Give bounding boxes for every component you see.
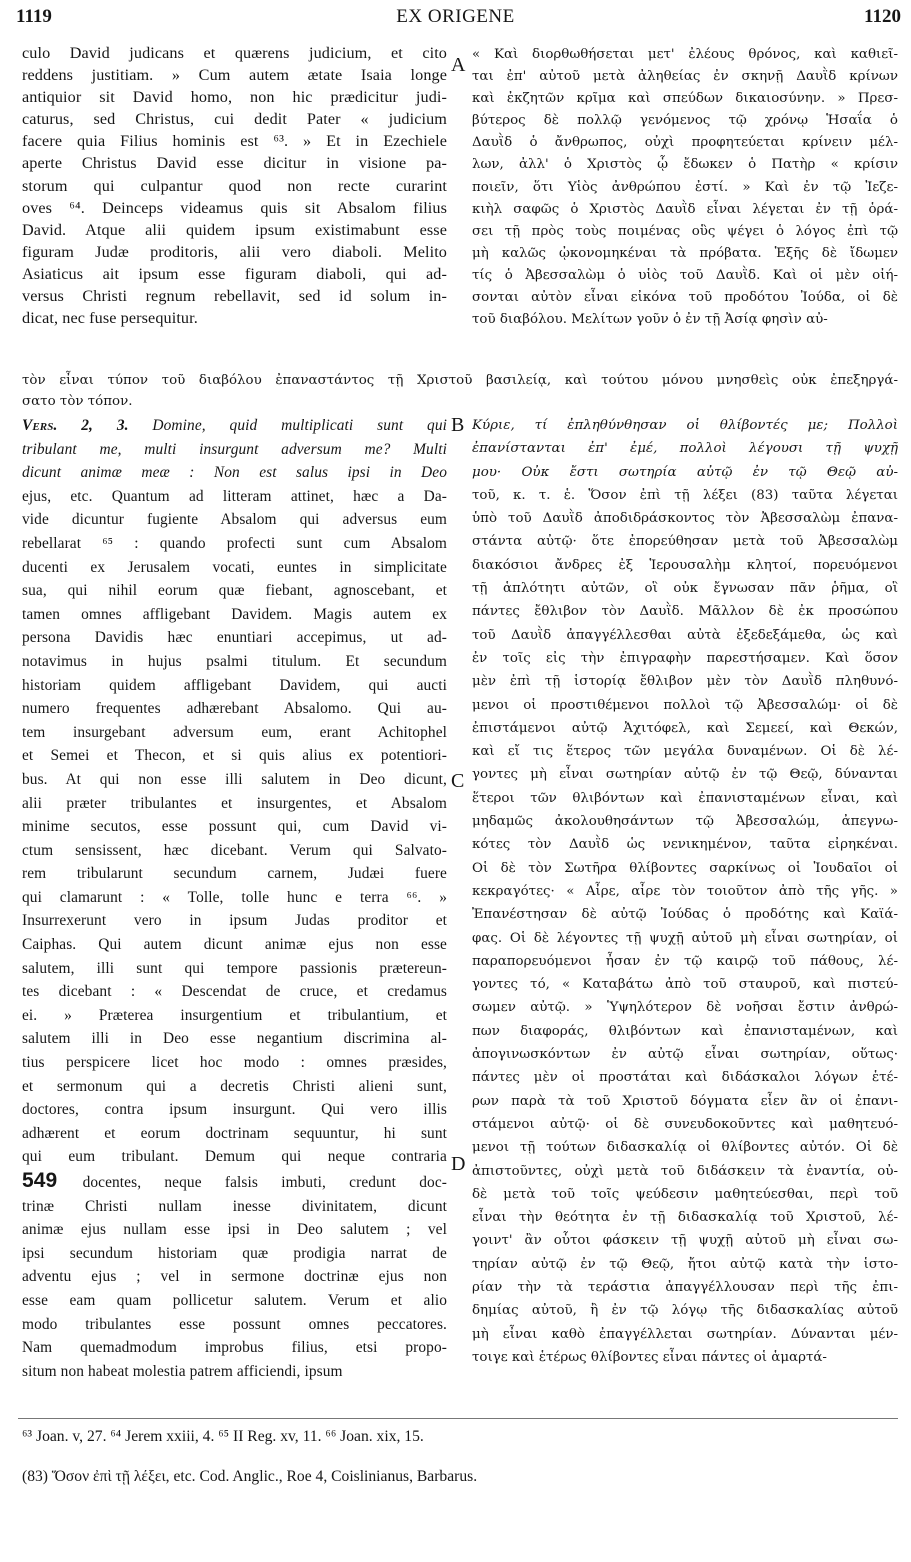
greek-span-line: σατο τὸν τόπον.	[22, 394, 133, 409]
latin-line: Nam quemadmodum improbus filius, etsi propo-	[22, 1339, 447, 1357]
greek-line: σωμεν αὐτῷ. » Ὑψηλότερον δὲ νοῆσαι ἔστιν ἀνθρώ-	[472, 1000, 898, 1016]
greek-line: μὴ εἶναι καθὸ ἐπαγγέλλεται σωτηρίαν. Δύνανται μέν-	[472, 1326, 898, 1342]
latin-line: situm non habeat molestia patrem afficiendi, ipsum	[22, 1362, 343, 1380]
greek-line: μὴ καλῶς ᾠκονομηκέναι τὰ πρόβατα. Ἑξῆς δὲ ἴδωμεν	[472, 245, 898, 261]
latin-line: bus. At qui non esse illi salutem in Deo dicunt,	[22, 770, 447, 788]
greek-line: στάντα αὐτῷ· ὅτε ἐπορεύθησαν μετὰ τοῦ Ἀβεσσαλὼμ	[472, 534, 898, 550]
greek-line: κιὴλ σαφῶς ὁ Χριστὸς Δαυῒδ εἶναι λέγεται ἐν τῇ ὁρά-	[472, 201, 898, 217]
latin-line: Caiphas. Qui autem dicunt animæ ejus non esse	[22, 936, 447, 954]
greek-spanning-text	[22, 370, 898, 412]
greek-line: γοντες τό, « Καταβάτω ἀπὸ τοῦ σταυροῦ, καὶ πιστεύ-	[472, 977, 898, 993]
greek-line: σονται αὐτὸν εἶναι εἰκόνα τοῦ προδότου Ἰούδα, οἱ δὲ	[472, 290, 898, 306]
greek-column-block1	[472, 44, 898, 364]
greek-column-block2	[472, 414, 898, 1414]
latin-column-block2	[22, 414, 447, 1414]
footnote-rule	[18, 1418, 898, 1419]
latin-line: ducenti ex Jerusalem vocati, euntes in simplicitate	[22, 558, 447, 576]
latin-line	[22, 1169, 447, 1195]
latin-line: adventu ejus ; vel in sermone doctrinæ ejus non	[22, 1268, 447, 1286]
latin-line: caturus, sed Christus, cui dedit Pater « judicium	[22, 110, 447, 129]
latin-line: modo tribulantes esse possunt omnes peccatores.	[22, 1315, 447, 1333]
latin-line: vide dicuntur fugiente Absalom qui adversus eum	[22, 511, 447, 529]
greek-line: μηδαμῶς ἀκολουθησάντων τῷ Ἀβεσσαλώμ, ἀπεγνω-	[472, 814, 898, 830]
greek-line: ἀπογινωσκόντων ἐν αὐτῷ εἶναι σωτηρίαν, οὕτως·	[472, 1047, 898, 1063]
greek-line: ἐπιστάμενοι αὐτῷ Ἀχιτόφελ, καὶ Σεμεεί, καὶ Θεκών,	[472, 720, 898, 736]
section-marker-c: C	[451, 770, 465, 792]
latin-line: historiam quidem affligebant Davidem, qui aucti	[22, 676, 447, 694]
latin-line: numero frequentes adhærebant Absalomo. Qui au-	[22, 700, 447, 718]
latin-line: tius perspicere licet hoc modo : omnes præsides,	[22, 1054, 447, 1072]
greek-line: βύτερος δὲ πολλῷ γενόμενος τῷ χρόνῳ Ἡσαΐα ὁ	[472, 113, 898, 129]
greek-line: τηρίαν αὐτῷ ἐν τῷ Θεῷ, ἤτοι αὐτῷ κατὰ τὴν ἱστο-	[472, 1256, 898, 1272]
greek-line: ἀπιστοῦντες, οὐχὶ μετὰ τοῦ διδάσκειν τὰ ἐναντία, οὐ-	[472, 1163, 898, 1179]
latin-line: oves ⁶⁴. Deinceps videamus quis sit Absalom filius	[22, 198, 447, 217]
latin-line: notavimus in hujus psalmi titulum. Et secundum	[22, 652, 447, 670]
section-marker-a: A	[451, 54, 466, 76]
greek-line: μενοι τῇ τούτων διδασκαλίᾳ οἱ θλίβοντες αὐτόν. Οἱ δὲ	[472, 1140, 898, 1156]
greek-line: τῇ ἁπλότητι αὐτῶν, οἳ οὐκ ἔγνωσαν πᾶν ῥῆμα, οἳ	[472, 581, 898, 597]
latin-line: salutem illi in Deo esse negantium discrimina al-	[22, 1030, 447, 1048]
greek-line: τοῦ Δαυῒδ ἀπαγγέλλεσθαι αὐτὰ ἐξεδεξάμεθα, ὡς καὶ	[472, 627, 898, 643]
latin-line: tes dicebant : « Descendat de cruce, et credamus	[22, 983, 447, 1001]
verse-label: Vers. 2, 3.	[22, 417, 153, 434]
section-marker-b: B	[451, 414, 465, 436]
latin-column-block1	[22, 42, 447, 362]
greek-line: Οἱ δὲ τὸν Σωτῆρα θλίβοντες σαρκίνως οἱ Ἰουδαῖοι οἱ	[472, 860, 898, 876]
greek-line: καὶ ἐκζητῶν κρῖμα καὶ σπεύδων δικαιοσύνην. » Πρεσ-	[472, 91, 898, 107]
greek-line: πάντες ἔθλιβον τὸν Δαυῒδ. Μᾶλλον δὲ ἐκ προσώπου	[472, 604, 898, 620]
greek-footnote: (83) Ὅσον ἐπὶ τῇ λέξει, etc. Cod. Anglic., Roe 4, Coislinianus, Barbarus.	[22, 1468, 478, 1485]
latin-line: persona Davidis hæc enuntiari accepimus, ut ad-	[22, 629, 447, 647]
latin-line: facere quia Filius hominis est ⁶³. » Et in Ezechiele	[22, 132, 447, 151]
latin-line: qui eum tribulant. Demum qui neque contraria	[22, 1148, 447, 1166]
latin-line: ipsi secundum historiam quæ prodigia narrat de	[22, 1244, 447, 1262]
latin-line: salutem, illi sunt qui tempore passionis prætereun-	[22, 959, 447, 977]
latin-line: ejus, etc. Quantum ad litteram attinet, hæc a Da-	[22, 487, 447, 505]
latin-line: dicat, nec fuse persequitur.	[22, 309, 198, 328]
greek-line: Ἐπανέστησαν δὲ αὐτῷ Ἰούδας ὁ προδότης καὶ Καϊά-	[472, 907, 898, 923]
greek-line: Δαυῒδ ὁ ἄνθρωπος, οὐχὶ προφητεύεται κρίνειν μέλ-	[472, 135, 898, 151]
latin-line: antiquior sit David homo, non hic prædicitur judi-	[22, 88, 447, 107]
latin-line: rem tribularunt secundum carnem, Judæi fuere	[22, 865, 447, 883]
greek-line: τοιγε καὶ ἑτέρως θλίβοντες εἶναι πάντες οἱ ἁμαρτά-	[472, 1349, 827, 1365]
page-number-left: 1119	[16, 6, 52, 27]
greek-line: τίς ὁ Ἀβεσσαλὼμ ὁ υἱὸς τοῦ Δαυῒδ. Καὶ οἱ μὲν οἰή-	[472, 267, 898, 283]
verse-quotation: Domine, quid multiplicati sunt qui	[152, 417, 447, 434]
latin-line: tem insurgebant adversum eum, erant Achitophel	[22, 723, 447, 741]
column-number: 549	[22, 1169, 83, 1192]
greek-line: γοιντ' ἂν οὗτοι φάσκειν τῇ ψυχῇ αὐτοῦ μὴ εἶναι σω-	[472, 1233, 898, 1249]
running-title: EX ORIGENE	[396, 6, 515, 27]
greek-line: μενοι οἱ προστιθέμενοι πολλοὶ τῷ Ἀβεσσαλώμ· οἱ δὲ	[472, 697, 898, 713]
latin-line: reddens justitiam. » Cum autem ætate Isaia longe	[22, 66, 447, 85]
greek-line: ποιεῖν, ὅτι Υἱὸς ἀνθρώπου ἐστί. » Καὶ ἐν τῷ Ἰεζε-	[472, 179, 898, 195]
page-number-right: 1120	[864, 6, 901, 27]
greek-line: κότες τὸν Δαυῒδ ὡς νενικημένον, ταῦτα εἰρηκέναι.	[472, 837, 898, 853]
latin-line: alii præter tribulantes et insurgentes, et Absalom	[22, 794, 447, 812]
latin-line: animæ ejus nullam esse ipsi in Deo salutem ; vel	[22, 1221, 447, 1239]
latin-line: culo David judicans et quærens judicium, et cito	[22, 44, 447, 62]
latin-line: sua, qui nihil eorum quæ fiebant, agnoscebant, et	[22, 582, 447, 600]
latin-line: storum qui culpantur quod non recte curarint	[22, 176, 447, 195]
greek-line: ρων παρὰ τὰ τοῦ Χριστοῦ δόγματα εἶεν ἂν οἱ ἐπανι-	[472, 1093, 898, 1109]
greek-line: τοῦ διαβόλου. Μελίτων γοῦν ὁ ἐν τῇ Ἀσίᾳ φησὶν αὐ-	[472, 312, 828, 328]
greek-line: ται ἐπ' αὐτοῦ μετὰ ἀληθείας ἐν σκηνῇ Δαυῒδ κρίνων	[472, 69, 898, 85]
latin-line: tribulant me, multi insurgunt adversum me? Multi	[22, 440, 447, 458]
greek-line: ἐν τοῖς εἰς τὴν ἐπιγραφὴν παρεστήσαμεν. Καὶ ὅσον	[472, 650, 898, 666]
section-marker-d: D	[451, 1153, 466, 1175]
latin-line: minime secutos, esse possunt qui, cum David vi-	[22, 818, 447, 836]
greek-line: στάμενοι αὐτῷ· οἱ δὲ συνευδοκοῦντες καὶ μαθητευό-	[472, 1116, 898, 1132]
latin-line: ei. » Præterea insurgentium et tribulantium, et	[22, 1006, 447, 1024]
greek-line: δημίας αὐτοῦ, ἢ ἐν τῷ λόγῳ τῆς διδασκαλίας αὐτοῦ	[472, 1303, 898, 1319]
greek-line: κεκραγότες· « Αἶρε, αἶρε τὸν τοιοῦτον ἀπὸ τῆς γῆς. »	[472, 883, 898, 899]
latin-line: ctum sensissent, hæc dicebant. Verum qui Salvato-	[22, 841, 447, 859]
latin-footnotes: ⁶³ Joan. v, 27. ⁶⁴ Jerem xxiii, 4. ⁶⁵ II Reg. xv, 11. ⁶⁶ Joan. xix, 15.	[22, 1428, 424, 1445]
greek-line: πάντες μὲν οἱ προστάται καὶ διδάσκαλοι λόγων ἑτέ-	[472, 1070, 898, 1086]
latin-line: et Semei et Thecon, et si quis alius ex potentiori-	[22, 747, 447, 765]
latin-line: et sermonum qui a decretis Christi alieni sunt,	[22, 1077, 447, 1095]
latin-line: esse eam quam pollicetur salutem. Verum et alio	[22, 1291, 447, 1309]
latin-line: adhærent et eorum doctrinam sequuntur, hi sunt	[22, 1124, 447, 1142]
latin-line: trinæ Christi nullam inesse divinitatem, dicunt	[22, 1197, 447, 1215]
greek-line: ἕτεροι τῶν θλιβόντων καὶ ἐπανισταμένων εἶναι, καὶ	[472, 790, 898, 806]
latin-line: rebellarat ⁶⁵ : quando profecti sunt cum Absalom	[22, 534, 447, 552]
greek-line: λων, ἀλλ' ὁ Χριστὸς ᾧ ἔδωκεν ὁ Πατὴρ « κρίσιν	[472, 157, 898, 173]
latin-line: tamen omnes affligebant Davidem. Magis autem ex	[22, 605, 447, 623]
latin-line: versus Christi regnum rebellavit, sed id solum in-	[22, 287, 447, 306]
greek-line: μου· Οὐκ ἔστι σωτηρία αὐτῷ ἐν τῷ Θεῷ αὐ-	[472, 464, 898, 480]
greek-line: καὶ εἴ τις ἕτερος τῶν μεγάλα δυναμένων. Οἱ δὲ λέ-	[472, 744, 898, 760]
greek-line: « Καὶ διορθωθήσεται μετ' ἐλέους θρόνος, καὶ καθιεῖ-	[472, 47, 898, 62]
greek-line: φας. Οἱ δὲ λέγοντες τῇ ψυχῇ αὐτοῦ μὴ εἶναι σωτηρίαν, οἱ	[472, 930, 898, 946]
latin-line: qui clamarunt : « Tolle, tolle hunc e terra ⁶⁶. »	[22, 888, 447, 906]
latin-line: figuram Judæ proditoris, alii vero diaboli. Melito	[22, 242, 447, 261]
greek-line: σει τῇ πρὸς τοὺς ποιμένας οὓς ψέγει ὁ λόγος ἐπὶ τῷ	[472, 223, 898, 239]
greek-line: παραπορευόμενοι ἦσαν ἐν τῷ καιρῷ τοῦ πάθους, λέ-	[472, 953, 898, 969]
greek-line: γοντες μὴ εἶναι σωτηρίαν αὐτῷ ἐν τῷ Θεῷ, δύνανται	[472, 767, 898, 783]
greek-line: ὑπὸ τοῦ Δαυῒδ ἀποδιδράσκοντος τὸν Ἀβεσσαλὼμ ἐπανα-	[472, 511, 898, 527]
latin-line: aperte Christus David esse dicitur in visione pa-	[22, 154, 447, 173]
greek-line: ρίαν τὴν τὰ τεράστια ἀπαγγέλλουσαν περὶ τῆς ἐπι-	[472, 1279, 898, 1295]
greek-line: Κύριε, τί ἐπληθύνθησαν οἱ θλίβοντές με; Πολλοὶ	[472, 418, 898, 433]
greek-line: διακόσιοι ἄνδρες ἐξ Ἱερουσαλὴμ κλητοί, πορευόμενοι	[472, 557, 898, 573]
latin-line: doctores, contra ipsum insurgunt. Qui vero illis	[22, 1101, 447, 1119]
latin-line: David. Atque alii quidem ipsum existimabunt esse	[22, 220, 447, 239]
greek-span-line: τὸν εἶναι τύπον τοῦ διαβόλου ἐπαναστάντος τῇ Χριστοῦ βασιλείᾳ, καὶ τούτου μόνου μνησθεὶς οὐκ ἐπεξηργά-	[22, 373, 898, 388]
latin-line: Insurrexerunt vero in ipsum Judas proditor et	[22, 912, 447, 930]
greek-line: ἐπανίστανται ἐπ' ἐμέ, πολλοὶ λέγουσι τῇ ψυχῇ	[472, 441, 898, 457]
latin-line: dicunt animæ meæ : Non est salus ipsi in Deo	[22, 464, 447, 482]
latin-line: Asiaticus ait ipsum esse figuram diaboli, qui ad-	[22, 264, 447, 283]
greek-line: τοῦ, κ. τ. ἑ. Ὅσον ἐπὶ τῇ λέξει (83) ταῦτα λέγεται	[472, 487, 898, 503]
latin-line	[22, 414, 447, 438]
greek-line: μὲν ἐπὶ τῇ ἱστορίᾳ ἔθλιβον μὲν τὸν Δαυῒδ πληθυνό-	[472, 674, 898, 690]
greek-line: εἶναι τὴν θεότητα ἐν τῇ διδασκαλίᾳ τοῦ Χριστοῦ, λέ-	[472, 1210, 898, 1226]
latin-line-text: docentes, neque falsis imbuti, credunt doc-	[82, 1174, 447, 1191]
greek-line: πων διαφοράς, θλιβόντων καὶ ἐπανισταμένων, καὶ	[472, 1023, 898, 1039]
greek-line: δὲ μετὰ τοῦ τοῖς ψεύδεσιν μαθητεύεσθαι, περὶ τοῦ	[472, 1186, 898, 1202]
